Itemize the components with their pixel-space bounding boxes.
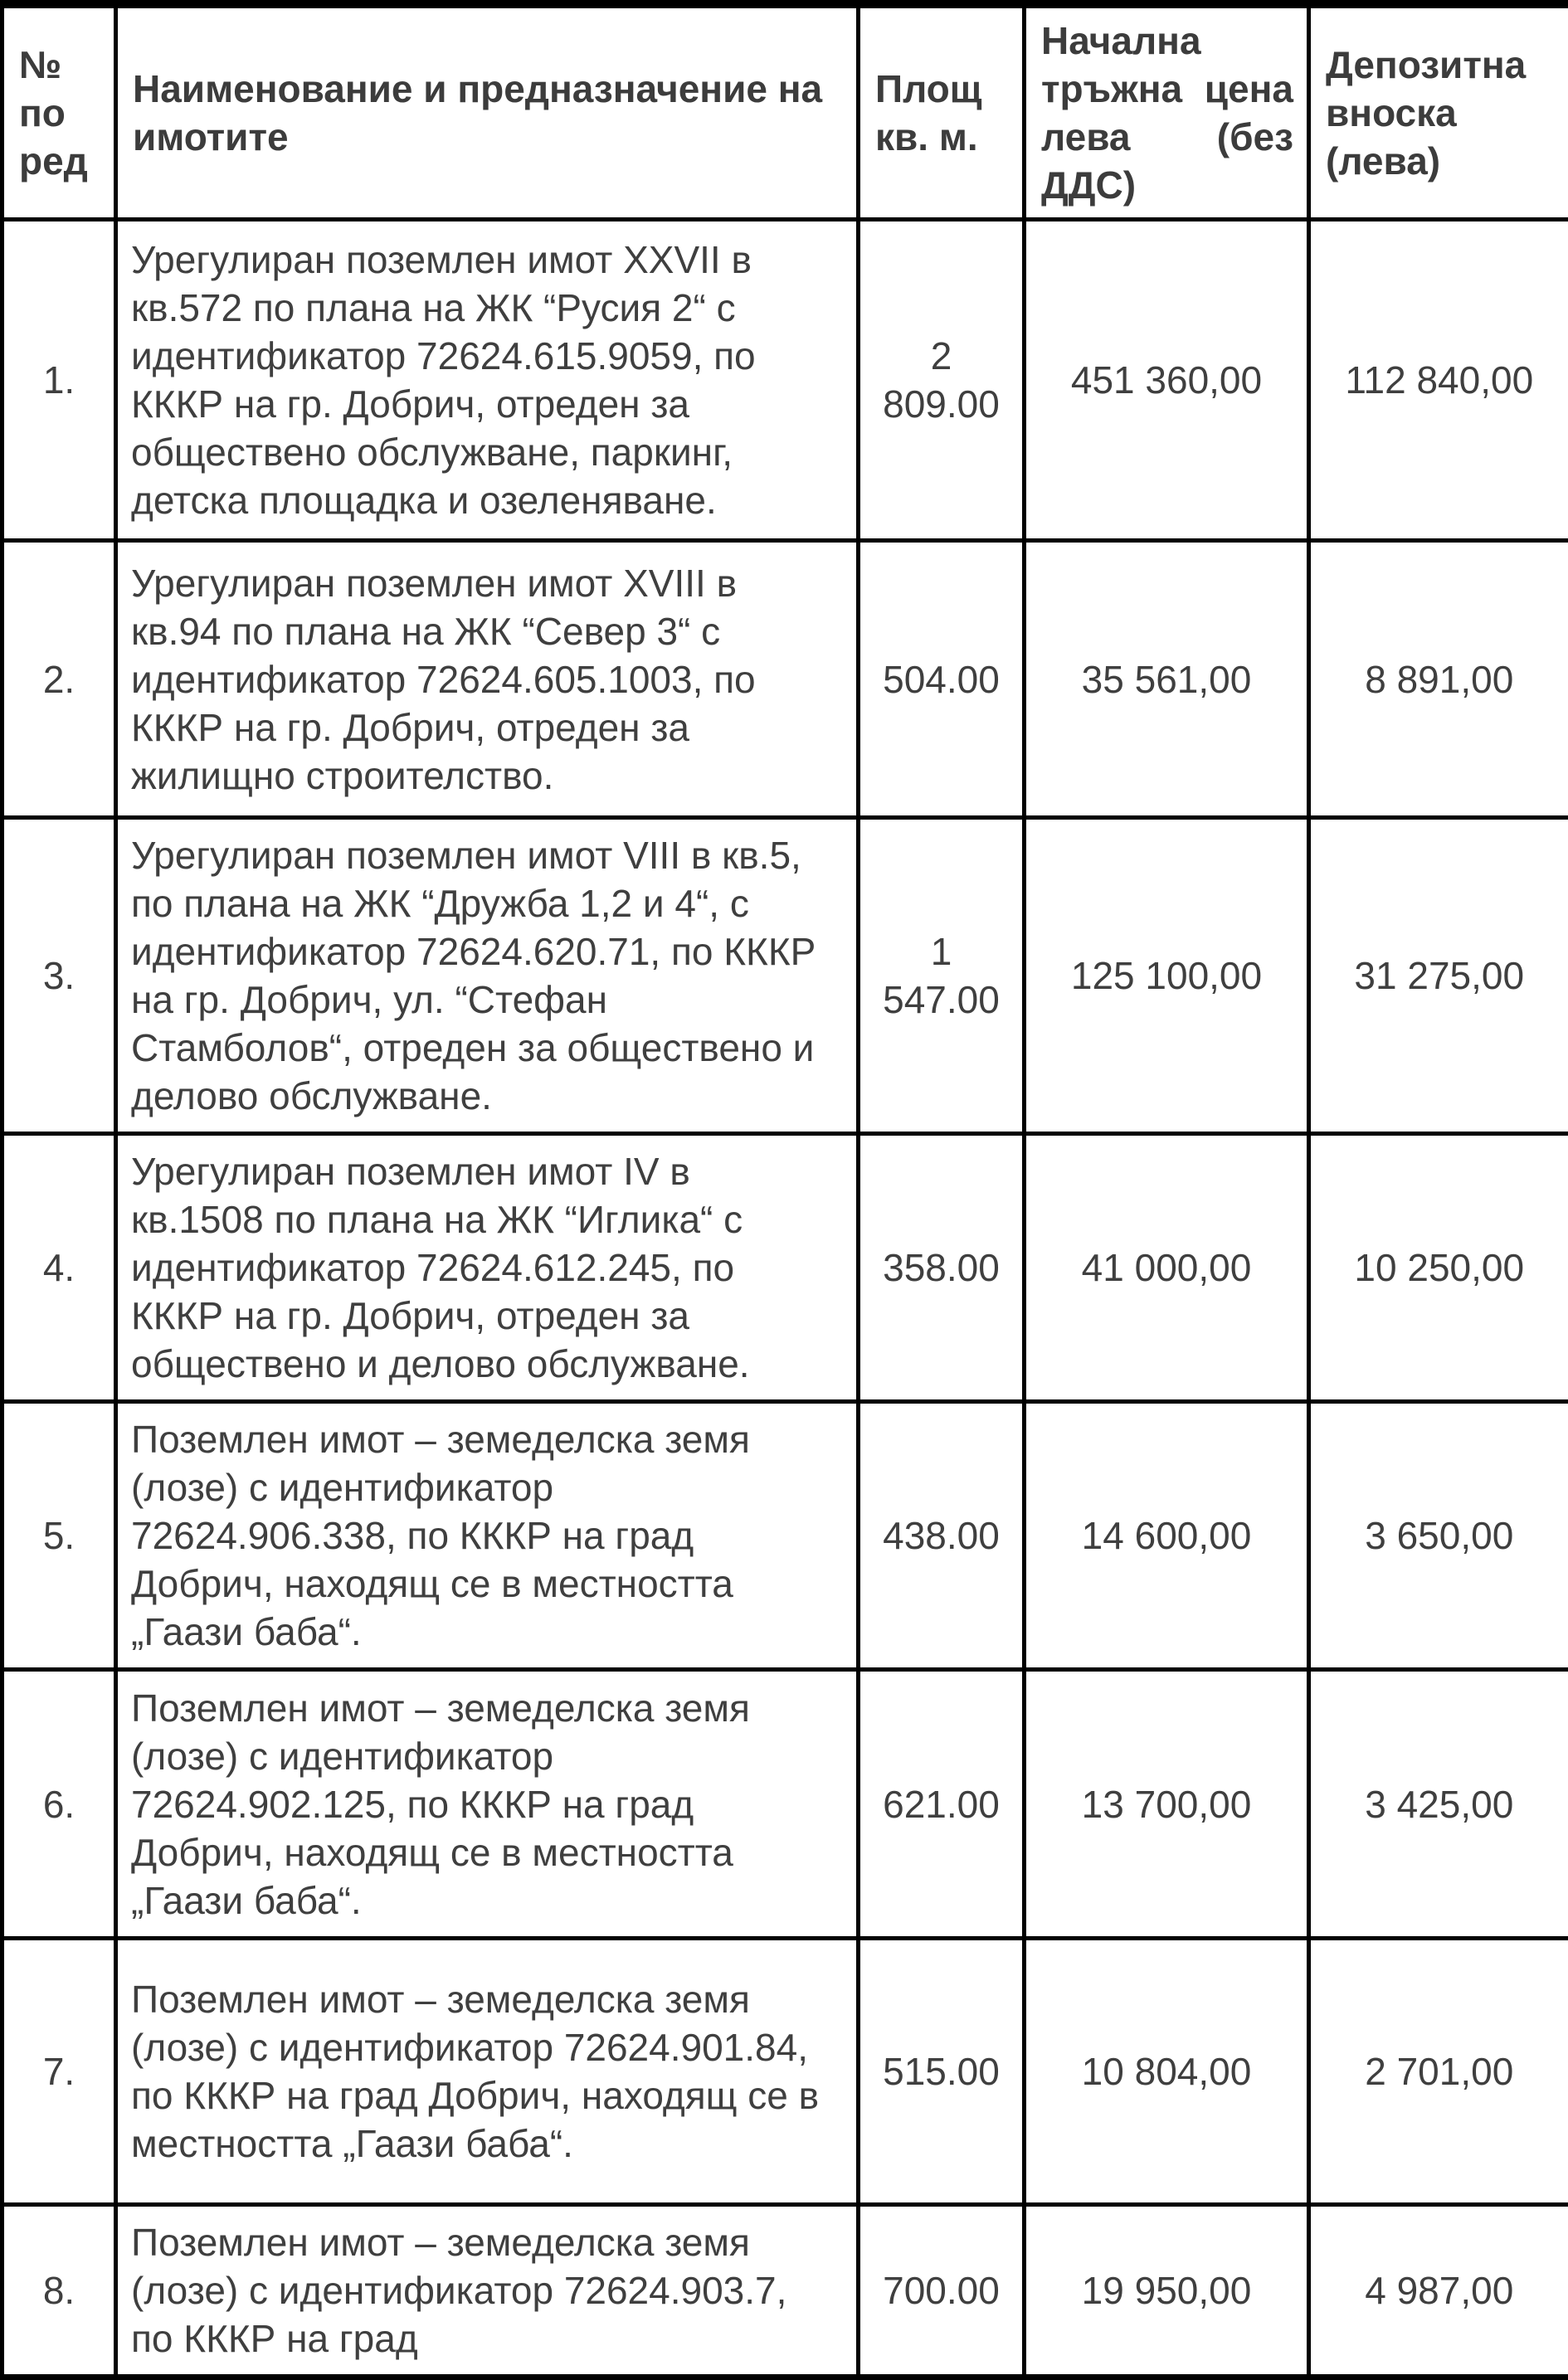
area-cell: 515.00	[859, 1939, 1025, 2205]
table-row	[2, 541, 1568, 818]
header-starting-price: Начална тръжна цена лева (без ДДС)	[1025, 4, 1309, 220]
table-row	[2, 1939, 1568, 2205]
row-number-cell: 5.	[2, 1402, 116, 1670]
property-description-cell: Урегулиран поземлен имот XXVII в кв.572 по плана на ЖК “Русия 2“ с идентификатор 72624.615.9059, по КККР на гр. Добрич, отреден за обществено обслужване, паркинг, детска площадка и озеленяване.	[116, 220, 859, 541]
row-number-cell: 1.	[2, 220, 116, 541]
property-description-cell: Поземлен имот – земеделска земя (лозе) с идентификатор 72624.902.125, по КККР на град Добрич, находящ се в местността „Гаази баба“.	[116, 1670, 859, 1939]
deposit-cell: 3 425,00	[1309, 1670, 1568, 1939]
header-property-name: Наименование и предназначение на имотите	[116, 4, 859, 220]
table-row	[2, 818, 1568, 1134]
area-cell: 2 809.00	[859, 220, 1025, 541]
deposit-cell: 3 650,00	[1309, 1402, 1568, 1670]
row-number-cell: 3.	[2, 818, 116, 1134]
price-cell: 35 561,00	[1025, 541, 1309, 818]
property-description-cell: Поземлен имот – земеделска земя (лозе) с идентификатор 72624.906.338, по КККР на град Добрич, находящ се в местността „Гаази баба“.	[116, 1402, 859, 1670]
table-header-row	[2, 4, 1568, 220]
property-description-cell: Урегулиран поземлен имот VIII в кв.5, по плана на ЖК “Дружба 1,2 и 4“, с идентификатор 72624.620.71, по КККР на гр. Добрич, ул. “Стефан Стамболов“, отреден за обществено и делово обслужване.	[116, 818, 859, 1134]
area-cell: 621.00	[859, 1670, 1025, 1939]
row-number-cell: 7.	[2, 1939, 116, 2205]
header-area: Площ кв. м.	[859, 4, 1025, 220]
row-number-cell: 4.	[2, 1134, 116, 1402]
property-description-cell: Урегулиран поземлен имот IV в кв.1508 по плана на ЖК “Иглика“ с идентификатор 72624.612.245, по КККР на гр. Добрич, отреден за обществено и делово обслужване.	[116, 1134, 859, 1402]
deposit-cell: 2 701,00	[1309, 1939, 1568, 2205]
price-cell: 14 600,00	[1025, 1402, 1309, 1670]
price-cell: 13 700,00	[1025, 1670, 1309, 1939]
price-cell: 10 804,00	[1025, 1939, 1309, 2205]
table-row	[2, 2205, 1568, 2378]
deposit-cell: 8 891,00	[1309, 541, 1568, 818]
table-row	[2, 1402, 1568, 1670]
deposit-cell: 112 840,00	[1309, 220, 1568, 541]
row-number-cell: 8.	[2, 2205, 116, 2378]
table-row	[2, 220, 1568, 541]
deposit-cell: 31 275,00	[1309, 818, 1568, 1134]
table-row	[2, 1134, 1568, 1402]
row-number-cell: 2.	[2, 541, 116, 818]
area-cell: 1 547.00	[859, 818, 1025, 1134]
area-cell: 700.00	[859, 2205, 1025, 2378]
price-cell: 125 100,00	[1025, 818, 1309, 1134]
table-row	[2, 1670, 1568, 1939]
area-cell: 504.00	[859, 541, 1025, 818]
area-cell: 358.00	[859, 1134, 1025, 1402]
property-description-cell: Поземлен имот – земеделска земя (лозе) с идентификатор 72624.903.7, по КККР на град	[116, 2205, 859, 2378]
price-cell: 19 950,00	[1025, 2205, 1309, 2378]
deposit-cell: 10 250,00	[1309, 1134, 1568, 1402]
area-cell: 438.00	[859, 1402, 1025, 1670]
property-description-cell: Урегулиран поземлен имот XVIII в кв.94 по плана на ЖК “Север 3“ с идентификатор 72624.605.1003, по КККР на гр. Добрич, отреден за жилищно строителство.	[116, 541, 859, 818]
deposit-cell: 4 987,00	[1309, 2205, 1568, 2378]
header-deposit: Депозитна вноска (лева)	[1309, 4, 1568, 220]
price-cell: 451 360,00	[1025, 220, 1309, 541]
row-number-cell: 6.	[2, 1670, 116, 1939]
price-cell: 41 000,00	[1025, 1134, 1309, 1402]
header-row-number: № по ред	[2, 4, 116, 220]
property-description-cell: Поземлен имот – земеделска земя (лозе) с идентификатор 72624.901.84, по КККР на град Добрич, находящ се в местността „Гаази баба“.	[116, 1939, 859, 2205]
